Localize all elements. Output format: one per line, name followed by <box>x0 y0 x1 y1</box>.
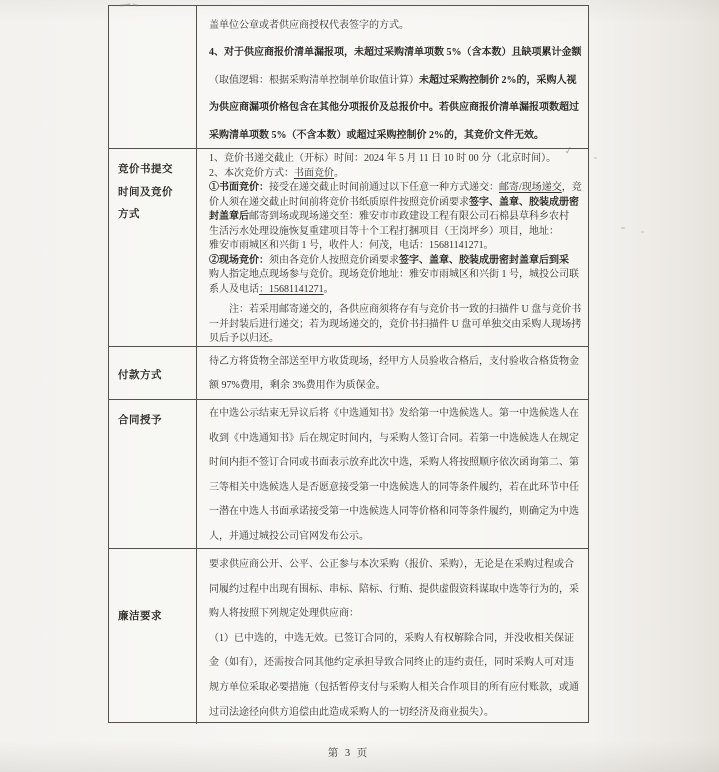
text-line <box>209 122 582 148</box>
scan-artifact <box>594 157 597 159</box>
text-segment: 盖单位公章或者供应商授权代表签字的方式。 <box>209 20 409 31</box>
text-line <box>209 67 582 94</box>
text-segment: 三等相关中选候选人是否愿意接受第一中选候选人的同等条件履约，若在此环节中任 <box>209 481 579 493</box>
scan-artifact <box>641 231 644 233</box>
text-segment: 1、竞价书递交截止（开标）时间：2024 年 5 月 11 日 10 时 00 分（北京时间）。 <box>209 153 557 164</box>
text-line <box>209 332 582 346</box>
text-segment: 一潜在中选人书面承诺接受第一中选候选人同等价格和同等条件履约，则确定为中选 <box>209 506 579 518</box>
text-line <box>209 303 582 318</box>
text-line <box>209 350 582 374</box>
text-segment: 贝后予以归还。 <box>209 333 279 344</box>
text-segment: 过司法途径向供方追偿由此造成采购人的一切经济及商业损失）。 <box>209 706 494 718</box>
text-segment: 额 97%费用，剩余 3%费用作为质保金。 <box>209 380 386 391</box>
table-row-integrity <box>109 548 588 724</box>
text-segment: ：15681141271 <box>259 283 324 295</box>
procurement-notice-table <box>108 5 589 723</box>
text-line <box>209 94 582 121</box>
text-segment: ②现场竞价： <box>209 254 269 266</box>
text-segment: 要求供应商公开、公平、公正参与本次采购（报价、采购），无论是在采购过程或合 <box>209 559 574 570</box>
text-segment: ，竞 <box>561 182 582 193</box>
text-line <box>209 602 582 627</box>
text-segment: 购人将按照下列规定处理供应商： <box>209 608 359 620</box>
text-segment: 封盖章后 <box>209 211 249 222</box>
row-content-contract-award <box>197 400 588 548</box>
scan-artifact <box>621 227 625 229</box>
text-segment: 未超过采购控制价 2%的，采购人视 <box>419 74 577 86</box>
row-content-integrity <box>197 549 588 724</box>
text-segment: 邮寄到场或现场递交至：雅安市市政建设工程有限公司石棉县草科乡农村 <box>249 211 569 222</box>
text-segment: 书面竞价 <box>294 167 334 179</box>
text-line <box>209 39 582 66</box>
text-line <box>209 651 582 676</box>
table-row-contract-award <box>109 399 588 548</box>
text-line <box>209 701 582 724</box>
text-segment: 规方单位采取必要措施（包括暂停支付与采购人相关合作项目的所有应付账款，或通 <box>209 681 579 693</box>
text-segment: 接受在递交截止时间前通过以下任意一种方式递交： <box>269 182 499 193</box>
table-row-bid-submission <box>109 148 588 346</box>
row-content-continuation <box>197 6 588 148</box>
text-segment: 收到《中选通知书》后在规定时间内，与采购人签订合同。若第一中选候选人在规定 <box>209 432 579 444</box>
text-segment: 签字、盖章、胶装成册密 <box>469 196 579 208</box>
text-line <box>209 451 582 476</box>
text-line <box>209 427 582 452</box>
text-line <box>209 152 582 167</box>
text-segment: 一并封装后进行递交；若为现场递交的，竞价书扫描件 U 盘可单独交由采购人现场拷 <box>209 318 582 330</box>
text-line <box>209 676 582 701</box>
text-line <box>209 402 582 427</box>
text-segment: ①书面竞价： <box>209 182 269 193</box>
page-number: 第 3 页 <box>327 748 370 759</box>
text-segment: 。 <box>323 283 334 295</box>
text-segment: 雅安市雨城区和兴街 1 号，收件人：何茂，电话：15681141271。 <box>209 240 494 251</box>
text-segment: 注：若采用邮寄递交的，各供应商须将存有与竞价书一致的扫描件 U 盘与竞价书 <box>209 304 582 315</box>
text-segment: 人，并通过城投公司官网发布公示。 <box>209 530 369 542</box>
text-segment: 2、本次竞价方式： <box>209 167 294 179</box>
text-segment: 为供应商漏项价格包含在其他分项报价及总报价中。若供应商报价清单漏报项数超过 <box>209 102 579 114</box>
text-line <box>209 167 582 182</box>
text-line <box>209 318 582 333</box>
text-segment: 生活污水处理设施恢复重建项目等十个工程打捆项目（王岗坪乡）项目，地址： <box>209 225 559 237</box>
text-segment: 4、对于供应商报价清单漏报项，未超过采购清单项数 5%（含本数）且缺项累计金额 <box>209 47 582 59</box>
text-line <box>209 578 582 603</box>
text-segment: 签字、盖章、胶装成册密封盖章后到采 <box>399 254 569 266</box>
text-segment: 待乙方将货物全部送至甲方收货现场，经甲方人员验收合格后，支付验收合格货物金 <box>209 356 579 367</box>
text-line <box>209 239 582 254</box>
text-segment: 采购清单项数 5%（不含本数）或超过采购控制价 2%的，其竞价文件无效。 <box>209 129 544 141</box>
text-segment: 。 <box>334 167 344 179</box>
text-line <box>209 476 582 501</box>
row-label-bid-submission: 竞价书提交时间及竞价方式 <box>109 149 197 346</box>
text-line <box>209 225 582 240</box>
text-line <box>209 268 582 283</box>
text-segment: 须由各竞价人按照竞价函要求 <box>269 254 399 266</box>
text-segment: 时间内拒不签订合同或书面表示放弃此次中选，采购人将按照顺序依次函询第二、第 <box>209 457 579 469</box>
row-label-contract-award: 合同授予 <box>109 400 197 548</box>
row-content-payment <box>197 347 588 399</box>
text-line <box>209 283 582 298</box>
pencil-tick-mark: ✓ <box>562 144 575 158</box>
text-segment: 金（如有），还需按合同其他约定承担导致合同终止的违约责任，同时采购人可对违 <box>209 657 574 669</box>
row-label-payment: 付款方式 <box>109 347 197 399</box>
text-segment: 邮寄/现场递交 <box>499 182 562 193</box>
text-line <box>209 254 582 269</box>
table-row-continuation <box>109 6 588 148</box>
text-line <box>209 525 582 548</box>
text-segment: 价人须在递交截止时间前将竞价书纸质原件按照竞价函要求 <box>209 196 469 208</box>
text-line <box>209 12 582 39</box>
text-segment: 在中选公示结束无异议后将《中选通知书》发给第一中选候选人。第一中选候选人在 <box>209 408 579 419</box>
text-segment: 同履约过程中出现有围标、串标、陪标、行贿、提供虚假资料谋取中选等行为的，采 <box>209 583 579 595</box>
text-segment: 系人及电话 <box>209 283 259 295</box>
text-segment: （1）已中选的，中选无效。已签订合同的，采购人有权解除合同，并没收相关保证 <box>209 632 574 644</box>
text-line <box>209 196 582 211</box>
text-line <box>209 210 582 225</box>
text-line <box>209 627 582 652</box>
text-line <box>209 374 582 398</box>
row-label-continuation <box>109 6 197 148</box>
text-line <box>209 500 582 525</box>
table-row-payment <box>109 346 588 399</box>
text-segment: 购人指定地点现场参与竞价。现场竞价地址：雅安市雨城区和兴街 1 号，城投公司联 <box>209 269 579 280</box>
text-line <box>209 553 582 578</box>
text-segment: （取值逻辑：根据采购清单控制单价取值计算） <box>209 74 419 86</box>
row-content-bid-submission <box>197 149 588 346</box>
row-label-integrity: 廉洁要求 <box>109 549 197 724</box>
text-line <box>209 181 582 196</box>
